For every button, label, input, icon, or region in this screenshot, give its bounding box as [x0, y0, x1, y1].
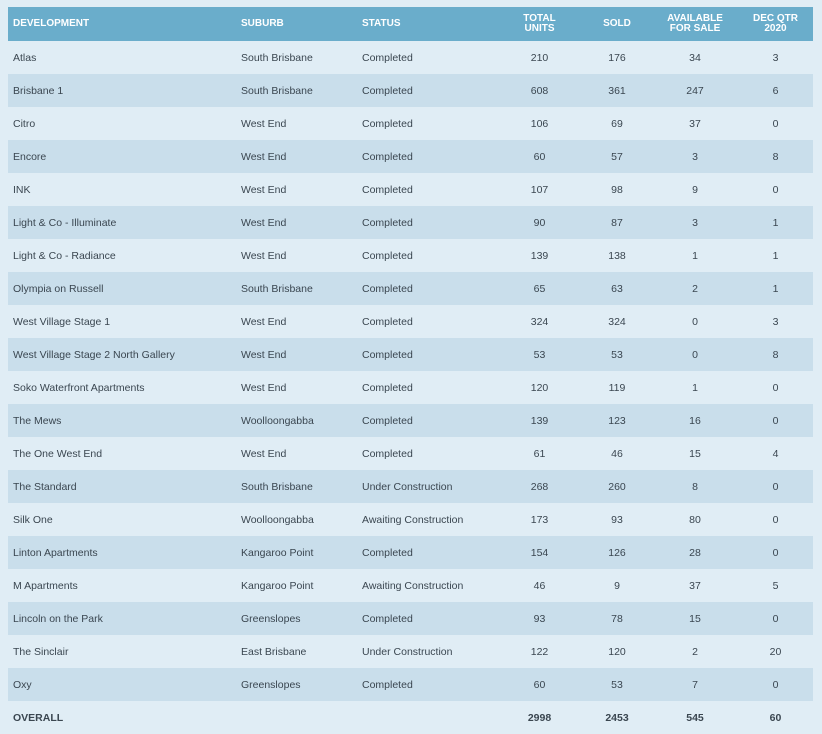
cell-total-units: 173 [530, 513, 549, 526]
cell-status: Completed [362, 546, 413, 559]
table-row [8, 140, 813, 173]
cell-status: Completed [362, 447, 413, 460]
cell-total-units: 268 [530, 480, 549, 493]
cell-suburb: Greenslopes [241, 612, 301, 625]
cell-development: West Village Stage 1 [13, 315, 111, 328]
cell-suburb: West End [241, 315, 287, 328]
cell-available: 9 [692, 183, 698, 196]
cell-development: Lincoln on the Park [13, 612, 103, 625]
developments-table [8, 7, 813, 734]
header-suburb: SUBURB [241, 18, 284, 29]
table-row [8, 569, 813, 602]
cell-dec-qtr: 6 [772, 84, 779, 97]
cell-status: Completed [362, 150, 413, 163]
cell-dec-qtr: 0 [772, 546, 779, 559]
header-total-units: TOTAL UNITS [523, 13, 556, 34]
cell-sold: 53 [611, 348, 623, 361]
cell-total-units: 324 [530, 315, 549, 328]
cell-status: Completed [362, 348, 413, 361]
cell-available: 15 [689, 447, 701, 460]
cell-dec-qtr: 0 [772, 381, 779, 394]
cell-total-units: 106 [530, 117, 549, 130]
overall-status-empty [357, 701, 497, 734]
cell-suburb: West End [241, 150, 287, 163]
cell-development: West Village Stage 2 North Gallery [13, 348, 175, 361]
cell-dec-qtr: 1 [772, 282, 779, 295]
cell-status: Completed [362, 381, 413, 394]
cell-available: 37 [689, 579, 701, 592]
cell-available: 28 [689, 546, 701, 559]
cell-development: Soko Waterfront Apartments [13, 381, 145, 394]
cell-total-units: 120 [530, 381, 549, 394]
table-body [8, 41, 813, 701]
cell-development: Silk One [13, 513, 53, 526]
cell-development: Brisbane 1 [13, 84, 64, 97]
cell-total-units: 46 [533, 579, 546, 592]
table-row [8, 338, 813, 371]
table-row [8, 668, 813, 701]
cell-development: INK [13, 183, 31, 196]
cell-dec-qtr: 20 [769, 645, 782, 658]
cell-sold: 361 [608, 84, 626, 97]
cell-sold: 176 [608, 51, 626, 64]
table-row [8, 74, 813, 107]
overall-row [8, 701, 813, 734]
cell-dec-qtr: 5 [772, 579, 779, 592]
cell-sold: 87 [611, 216, 623, 229]
cell-sold: 69 [611, 117, 623, 130]
table-header [8, 7, 813, 41]
cell-development: Light & Co - Radiance [13, 249, 116, 262]
cell-sold: 63 [611, 282, 623, 295]
cell-sold: 53 [611, 678, 623, 691]
overall-total-units: 2998 [527, 711, 552, 724]
cell-development: Light & Co - Illuminate [13, 216, 117, 229]
cell-suburb: South Brisbane [241, 51, 313, 64]
cell-total-units: 122 [530, 645, 549, 658]
cell-total-units: 90 [533, 216, 546, 229]
cell-sold: 78 [611, 612, 623, 625]
overall-dec-qtr: 60 [769, 711, 782, 724]
cell-available: 3 [692, 216, 698, 229]
cell-development: The Standard [13, 480, 77, 493]
cell-status: Completed [362, 183, 413, 196]
cell-available: 0 [692, 348, 698, 361]
cell-available: 34 [689, 51, 701, 64]
table-row [8, 107, 813, 140]
cell-status: Awaiting Construction [362, 579, 464, 592]
cell-total-units: 107 [530, 183, 549, 196]
cell-suburb: Woolloongabba [241, 513, 314, 526]
cell-dec-qtr: 0 [772, 612, 779, 625]
cell-available: 37 [689, 117, 701, 130]
cell-status: Under Construction [362, 480, 453, 493]
cell-development: Encore [13, 150, 47, 163]
cell-status: Completed [362, 678, 413, 691]
cell-status: Completed [362, 414, 413, 427]
table-row [8, 173, 813, 206]
cell-development: Atlas [13, 51, 37, 64]
cell-total-units: 53 [533, 348, 546, 361]
cell-dec-qtr: 0 [772, 513, 779, 526]
cell-development: The Sinclair [13, 645, 69, 658]
cell-suburb: South Brisbane [241, 84, 313, 97]
table-row [8, 206, 813, 239]
cell-status: Under Construction [362, 645, 453, 658]
cell-suburb: South Brisbane [241, 480, 313, 493]
cell-suburb: South Brisbane [241, 282, 313, 295]
cell-dec-qtr: 0 [772, 414, 779, 427]
cell-status: Completed [362, 51, 413, 64]
cell-available: 2 [692, 645, 698, 658]
cell-sold: 138 [608, 249, 626, 262]
cell-sold: 93 [611, 513, 623, 526]
cell-development: Oxy [13, 678, 32, 691]
cell-suburb: Greenslopes [241, 678, 301, 691]
cell-status: Completed [362, 315, 413, 328]
cell-total-units: 210 [530, 51, 549, 64]
cell-sold: 46 [611, 447, 623, 460]
cell-available: 15 [689, 612, 701, 625]
cell-suburb: West End [241, 183, 287, 196]
cell-development: The Mews [13, 414, 62, 427]
cell-suburb: Kangaroo Point [241, 579, 314, 592]
overall-suburb-empty [236, 701, 357, 734]
cell-available: 1 [692, 249, 698, 262]
cell-suburb: West End [241, 447, 287, 460]
cell-status: Completed [362, 612, 413, 625]
cell-available: 80 [689, 513, 701, 526]
cell-development: Olympia on Russell [13, 282, 104, 295]
cell-status: Completed [362, 84, 413, 97]
cell-available: 16 [689, 414, 701, 427]
cell-total-units: 60 [533, 678, 546, 691]
cell-dec-qtr: 0 [772, 480, 779, 493]
cell-development: The One West End [13, 447, 103, 460]
table-row [8, 239, 813, 272]
cell-available: 247 [686, 84, 704, 97]
overall-label: OVERALL [13, 711, 64, 724]
header-status: STATUS [362, 18, 401, 29]
cell-suburb: West End [241, 216, 287, 229]
cell-suburb: West End [241, 348, 287, 361]
cell-sold: 324 [608, 315, 626, 328]
table-row [8, 503, 813, 536]
cell-development: Citro [13, 117, 36, 130]
cell-total-units: 139 [530, 414, 549, 427]
cell-dec-qtr: 3 [772, 315, 779, 328]
cell-available: 3 [692, 150, 698, 163]
header-development: DEVELOPMENT [13, 18, 90, 29]
cell-total-units: 93 [533, 612, 546, 625]
cell-total-units: 608 [530, 84, 549, 97]
cell-available: 0 [692, 315, 698, 328]
overall-available: 545 [686, 711, 704, 724]
header-available: AVAILABLE FOR SALE [667, 13, 723, 34]
table-row [8, 272, 813, 305]
cell-suburb: West End [241, 381, 287, 394]
cell-suburb: West End [241, 249, 287, 262]
cell-sold: 260 [608, 480, 626, 493]
table-footer [8, 701, 813, 734]
cell-dec-qtr: 1 [772, 216, 779, 229]
table-row [8, 437, 813, 470]
cell-dec-qtr: 0 [772, 678, 779, 691]
table-row [8, 305, 813, 338]
table-row [8, 371, 813, 404]
cell-dec-qtr: 3 [772, 51, 779, 64]
cell-sold: 119 [608, 381, 626, 394]
cell-sold: 120 [608, 645, 626, 658]
table-row [8, 41, 813, 74]
cell-suburb: West End [241, 117, 287, 130]
table-row [8, 602, 813, 635]
cell-sold: 9 [614, 579, 620, 592]
table-row [8, 536, 813, 569]
cell-available: 1 [692, 381, 698, 394]
cell-sold: 123 [608, 414, 626, 427]
cell-suburb: East Brisbane [241, 645, 307, 658]
cell-sold: 98 [611, 183, 623, 196]
cell-dec-qtr: 8 [772, 150, 779, 163]
cell-sold: 126 [608, 546, 626, 559]
cell-available: 8 [692, 480, 698, 493]
header-sold: SOLD [603, 18, 631, 29]
cell-total-units: 60 [533, 150, 546, 163]
table-row [8, 635, 813, 668]
cell-dec-qtr: 0 [772, 117, 779, 130]
cell-status: Completed [362, 249, 413, 262]
cell-total-units: 154 [530, 546, 549, 559]
cell-status: Awaiting Construction [362, 513, 464, 526]
cell-total-units: 139 [530, 249, 549, 262]
cell-dec-qtr: 1 [772, 249, 779, 262]
cell-status: Completed [362, 216, 413, 229]
cell-total-units: 65 [533, 282, 546, 295]
cell-development: Linton Apartments [13, 546, 98, 559]
cell-status: Completed [362, 117, 413, 130]
cell-suburb: Woolloongabba [241, 414, 314, 427]
table-row [8, 404, 813, 437]
cell-dec-qtr: 4 [772, 447, 779, 460]
header-row [8, 7, 813, 41]
cell-suburb: Kangaroo Point [241, 546, 314, 559]
cell-development: M Apartments [13, 579, 78, 592]
header-dec-qtr: DEC QTR 2020 [753, 13, 798, 34]
cell-status: Completed [362, 282, 413, 295]
cell-dec-qtr: 0 [772, 183, 779, 196]
cell-available: 7 [692, 678, 698, 691]
cell-dec-qtr: 8 [772, 348, 779, 361]
cell-available: 2 [692, 282, 698, 295]
cell-total-units: 61 [533, 447, 546, 460]
cell-sold: 57 [611, 150, 623, 163]
table-row [8, 470, 813, 503]
overall-sold: 2453 [605, 711, 629, 724]
